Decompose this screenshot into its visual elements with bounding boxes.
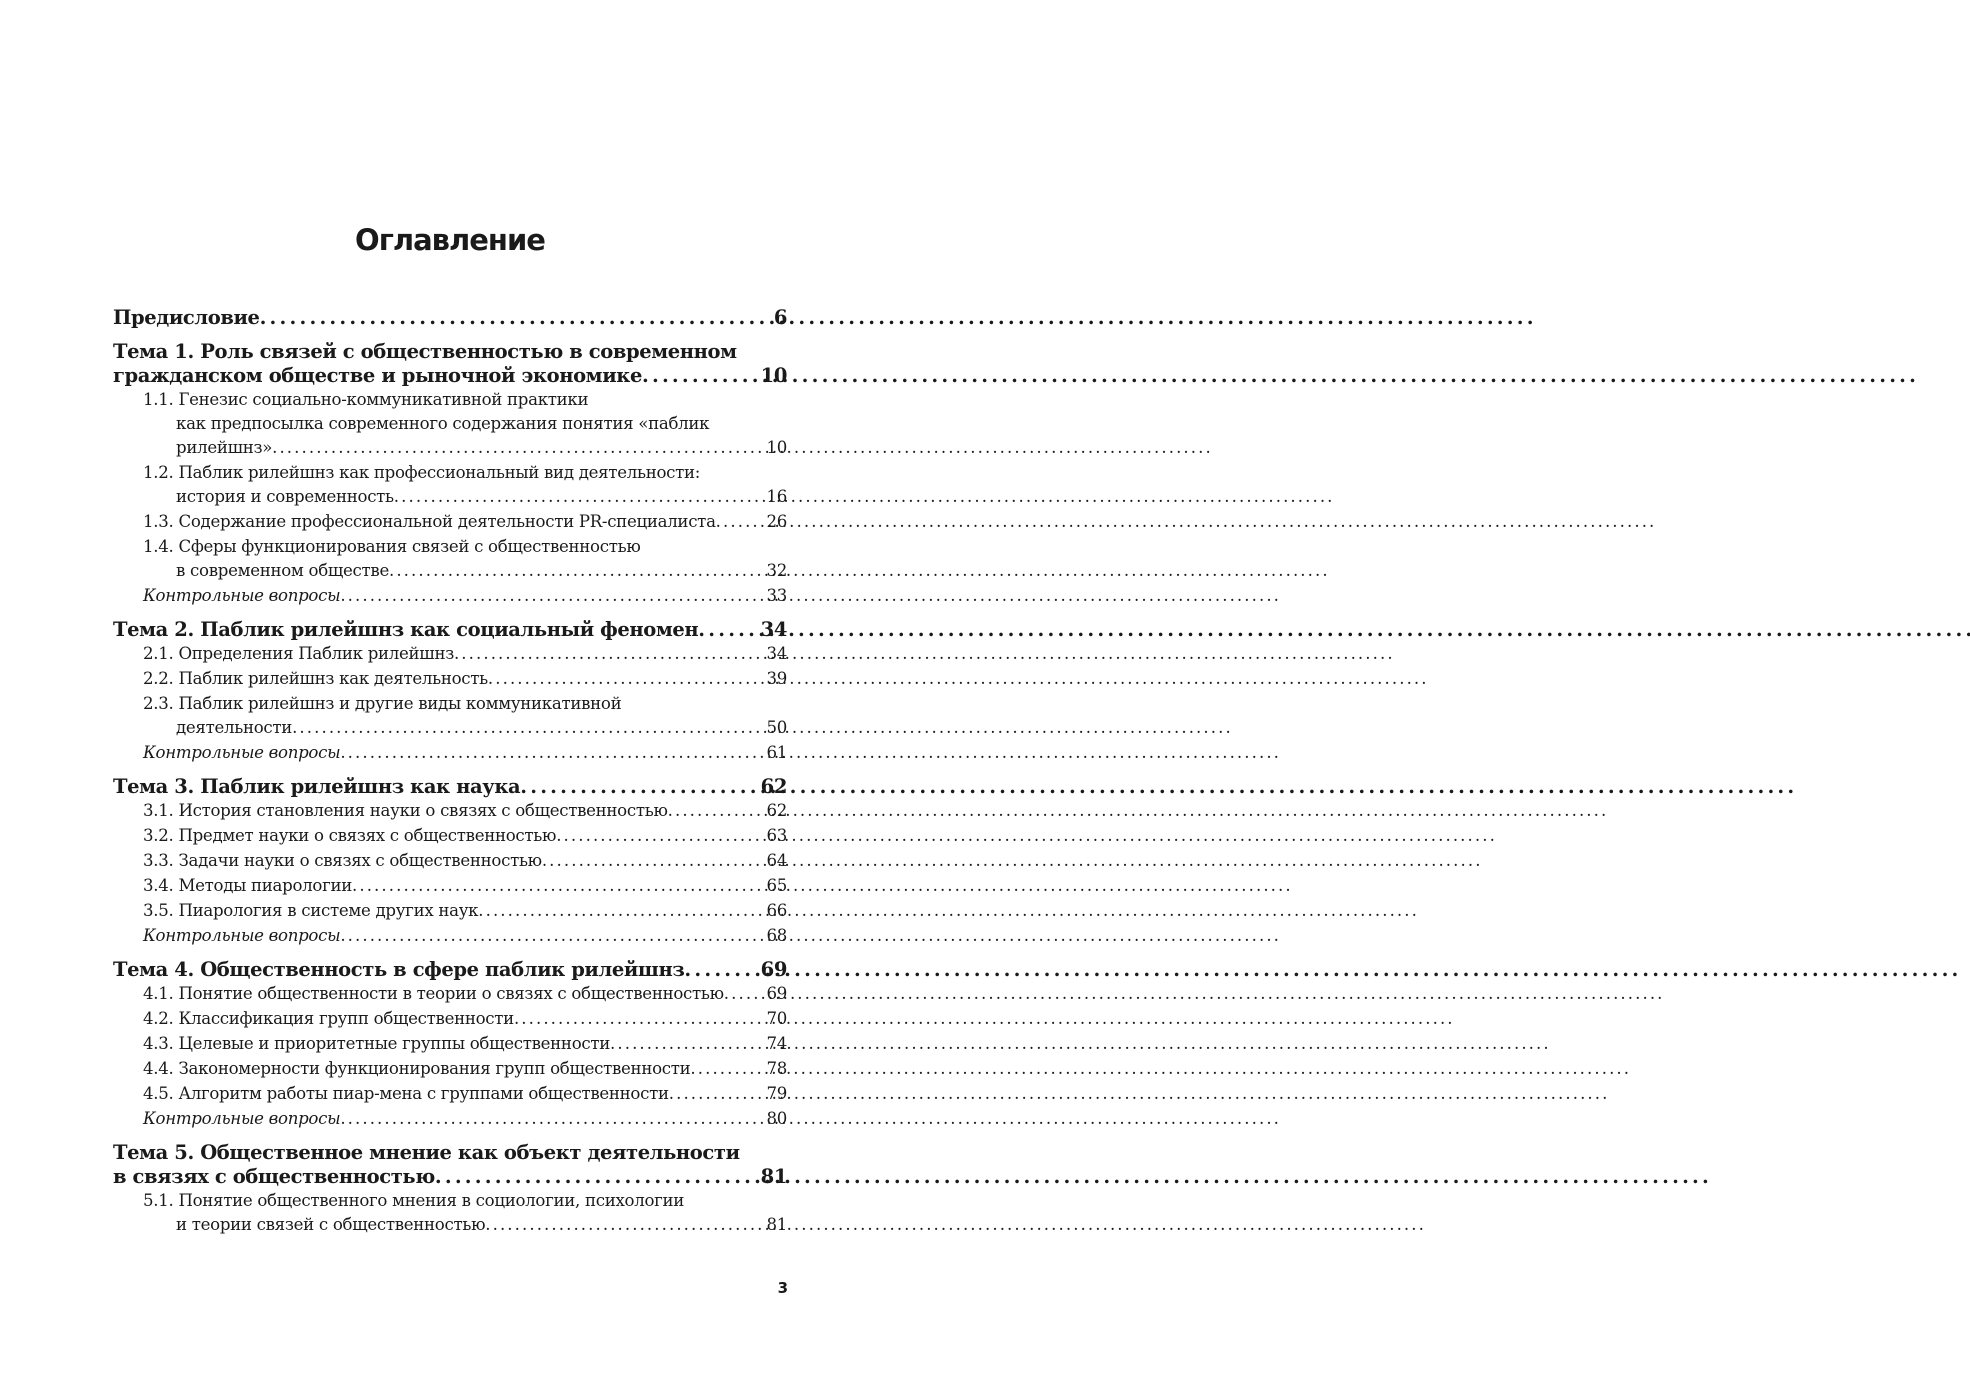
toc-entry-text: Тема 5. Общественное мнение как объект деятельности (113, 1141, 740, 1164)
toc-entry-line (143, 824, 787, 848)
toc-entry-line (143, 559, 787, 583)
toc-page-number: 79 (766, 1084, 787, 1103)
toc-page-number: 65 (766, 876, 787, 895)
toc-entry-text: 5.1. Понятие общественного мнения в социологии, психологии (143, 1191, 685, 1210)
toc-subsection-entry (113, 1057, 787, 1081)
toc-entry-line (143, 982, 787, 1006)
toc-page-number: 66 (766, 901, 787, 920)
toc-topic-entry (113, 340, 787, 388)
toc-entry-line (143, 412, 787, 436)
toc-entry-text: 4.1. Понятие общественности в теории о связях с общественностью (143, 984, 724, 1003)
toc-entry-text: 2.1. Определения Паблик рилейшнз (143, 644, 454, 663)
toc-subsection-entry (113, 982, 787, 1006)
dot-leader (394, 485, 764, 509)
toc-control-questions-entry (113, 741, 787, 765)
toc-subsection-entry (113, 535, 787, 583)
toc-subsection-entry (113, 849, 787, 873)
toc-entry-line (143, 1082, 787, 1106)
dot-leader (292, 716, 763, 740)
toc-entry-line (113, 340, 787, 364)
toc-entry-text: 3.5. Пиарология в системе других наук (143, 901, 479, 920)
toc-entry-text: 1.2. Паблик рилейшнз как профессиональный вид деятельности: (143, 463, 701, 482)
toc-entry-line (143, 510, 787, 534)
toc-page-number: 16 (766, 487, 787, 506)
toc-page-number: 63 (766, 826, 787, 845)
toc-entry-text: Контрольные вопросы (143, 1109, 341, 1128)
toc-subsection-entry (113, 874, 787, 898)
dot-leader (542, 849, 764, 873)
toc-page-number: 70 (766, 1009, 787, 1028)
dot-leader (716, 510, 764, 534)
toc-page-number: 69 (766, 984, 787, 1003)
toc-entry-line (143, 899, 787, 923)
dot-leader (340, 924, 763, 948)
toc-entry-line (113, 958, 787, 982)
toc-entry-text: 4.4. Закономерности функционирования групп общественности (143, 1059, 691, 1078)
toc-subsection-entry (113, 667, 787, 691)
toc-page-number: 68 (766, 926, 787, 945)
toc-entry-line (143, 1189, 787, 1213)
toc-entry-text: 1.3. Содержание профессиональной деятельности PR-специалиста (143, 512, 716, 531)
toc-entry-line (113, 306, 787, 330)
dot-leader (514, 1007, 764, 1031)
toc-page-number: 6 (773, 306, 787, 329)
toc-entry-line (143, 1057, 787, 1081)
toc-topic-entry (113, 618, 787, 642)
toc-entry-text: и теории связей с общественностью (176, 1215, 486, 1234)
toc-entry-text: Предисловие (113, 306, 260, 329)
toc-entry-text: 3.3. Задачи науки о связях с общественностью (143, 851, 542, 870)
dot-leader (520, 775, 757, 799)
dot-leader (260, 306, 771, 330)
toc-page-number: 69 (760, 958, 787, 981)
toc-subsection-entry (113, 799, 787, 823)
dot-leader (668, 799, 764, 823)
toc-entry-text: 3.4. Методы пиарологии (143, 876, 352, 895)
toc-entry-text: 1.1. Генезис социально-коммуникативной практики (143, 390, 589, 409)
dot-leader (724, 982, 764, 1006)
toc-entry-line (113, 775, 787, 799)
dot-leader (488, 667, 764, 691)
toc-entry-line (143, 799, 787, 823)
toc-entry-line (143, 741, 787, 765)
toc-entry-line (143, 436, 787, 460)
toc-control-questions-entry (113, 584, 787, 608)
toc-entry-text: Тема 1. Роль связей с общественностью в современном (113, 340, 737, 363)
toc-topic-entry (113, 958, 787, 982)
toc-topic-entry (113, 1141, 787, 1189)
dot-leader (435, 1165, 758, 1189)
toc-topic-entry (113, 306, 787, 330)
dot-leader (642, 364, 758, 388)
dot-leader (669, 1082, 764, 1106)
toc-page-number: 10 (760, 364, 787, 387)
toc-subsection-entry (113, 824, 787, 848)
toc-page-number: 33 (766, 586, 787, 605)
toc-page-number: 50 (766, 718, 787, 737)
toc-page-number: 34 (766, 644, 787, 663)
dot-leader (340, 1107, 763, 1131)
dot-leader (478, 899, 763, 923)
toc-page-number: 64 (766, 851, 787, 870)
dot-leader (454, 642, 764, 666)
toc-entry-line (143, 667, 787, 691)
toc-entry-line (143, 388, 787, 412)
page-number: 3 (777, 1279, 788, 1297)
toc-entry-text: рилейшнз» (176, 438, 273, 457)
toc-entry-text: Тема 2. Паблик рилейшнз как социальный феномен (113, 618, 699, 641)
dot-leader (610, 1032, 763, 1056)
toc-subsection-entry (113, 388, 787, 460)
toc-page-number: 78 (766, 1059, 787, 1078)
dot-leader (272, 436, 763, 460)
toc-entry-text: 4.5. Алгоритм работы пиар-мена с группами общественности (143, 1084, 669, 1103)
toc-page-number: 74 (766, 1034, 787, 1053)
toc-subsection-entry (113, 642, 787, 666)
table-of-contents (113, 306, 787, 1237)
toc-page-number: 10 (766, 438, 787, 457)
dot-leader (690, 1057, 763, 1081)
toc-entry-text: деятельности (176, 718, 293, 737)
toc-entry-text: в современном обществе (176, 561, 389, 580)
toc-entry-line (143, 1032, 787, 1056)
toc-entry-line (113, 1165, 787, 1189)
dot-leader (485, 1213, 763, 1237)
toc-entry-line (143, 461, 787, 485)
toc-entry-line (143, 1107, 787, 1131)
toc-entry-line (143, 642, 787, 666)
toc-subsection-entry (113, 1189, 787, 1237)
toc-entry-text: история и современность (176, 487, 394, 506)
toc-entry-text: 1.4. Сферы функционирования связей с общественностью (143, 537, 641, 556)
toc-entry-line (143, 849, 787, 873)
toc-entry-text: 4.3. Целевые и приоритетные группы общественности (143, 1034, 611, 1053)
dot-leader (340, 584, 763, 608)
toc-entry-line (143, 535, 787, 559)
toc-entry-line (113, 364, 787, 388)
toc-entry-text: как предпосылка современного содержания понятия «паблик (176, 414, 710, 433)
toc-subsection-entry (113, 899, 787, 923)
toc-entry-line (143, 1213, 787, 1237)
toc-entry-line (143, 874, 787, 898)
toc-entry-text: Контрольные вопросы (143, 926, 341, 945)
toc-page-number: 80 (766, 1109, 787, 1128)
toc-entry-text: Тема 4. Общественность в сфере паблик рилейшнз (113, 958, 685, 981)
toc-page-number: 81 (760, 1165, 787, 1188)
toc-entry-line (113, 618, 787, 642)
dot-leader (684, 958, 757, 982)
toc-page-number: 26 (766, 512, 787, 531)
toc-page-number: 32 (766, 561, 787, 580)
toc-entry-line (143, 584, 787, 608)
toc-entry-text: Тема 3. Паблик рилейшнз как наука (113, 775, 521, 798)
toc-entry-line (113, 1141, 787, 1165)
toc-entry-text: в связях с общественностью (113, 1165, 435, 1188)
toc-page-number: 34 (760, 618, 787, 641)
toc-entry-text: 2.2. Паблик рилейшнз как деятельность (143, 669, 488, 688)
dot-leader (340, 741, 763, 765)
toc-page-number: 81 (766, 1215, 787, 1234)
toc-entry-text: 4.2. Классификация групп общественности (143, 1009, 514, 1028)
toc-page-number: 39 (766, 669, 787, 688)
toc-topic-entry (113, 775, 787, 799)
toc-page-number: 61 (766, 743, 787, 762)
toc-entry-line (143, 716, 787, 740)
toc-subsection-entry (113, 461, 787, 509)
toc-subsection-entry (113, 1082, 787, 1106)
toc-page-number: 62 (766, 801, 787, 820)
book-page (0, 0, 900, 1382)
toc-page-number: 62 (760, 775, 787, 798)
toc-entry-text: Контрольные вопросы (143, 586, 341, 605)
toc-entry-line (143, 692, 787, 716)
toc-entry-text: Контрольные вопросы (143, 743, 341, 762)
toc-entry-text: гражданском обществе и рыночной экономике (113, 364, 642, 387)
dot-leader (556, 824, 763, 848)
toc-subsection-entry (113, 692, 787, 740)
toc-title: Оглавление (355, 223, 545, 257)
dot-leader (352, 874, 763, 898)
toc-entry-text: 2.3. Паблик рилейшнз и другие виды коммуникативной (143, 694, 622, 713)
toc-entry-text: 3.2. Предмет науки о связях с общественностью (143, 826, 557, 845)
toc-entry-text: 3.1. История становления науки о связях с общественностью (143, 801, 668, 820)
toc-control-questions-entry (113, 924, 787, 948)
toc-subsection-entry (113, 1007, 787, 1031)
dot-leader (698, 618, 757, 642)
toc-subsection-entry (113, 1032, 787, 1056)
toc-subsection-entry (113, 510, 787, 534)
dot-leader (389, 559, 764, 583)
toc-entry-line (143, 485, 787, 509)
toc-control-questions-entry (113, 1107, 787, 1131)
toc-entry-line (143, 924, 787, 948)
toc-entry-line (143, 1007, 787, 1031)
